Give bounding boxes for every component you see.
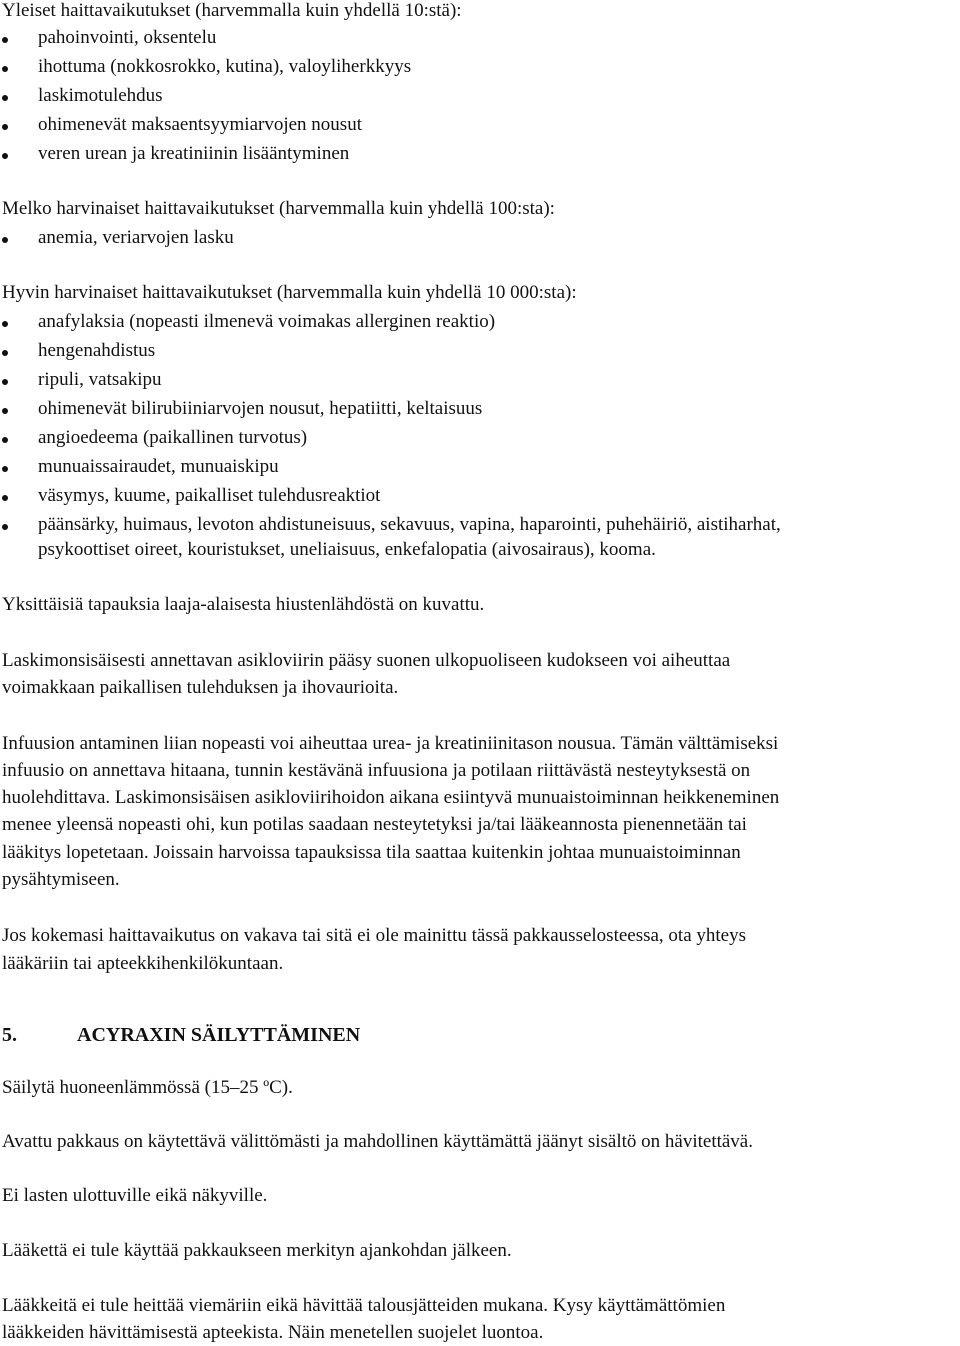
list-item: laskimotulehdus <box>38 85 163 106</box>
paragraph-line: pysähtymiseen. <box>2 869 120 890</box>
opened-pack-instruction: Avattu pakkaus on käytettävä välittömästi ja mahdollinen käyttämättä jäänyt sisältö on hävitettävä. <box>2 1131 753 1152</box>
list-item: anafylaksia (nopeasti ilmenevä voimakas allerginen reaktio) <box>38 311 496 332</box>
bullet-icon <box>2 350 8 356</box>
bullet-icon <box>2 37 8 43</box>
storage-temperature: Säilytä huoneenlämmössä (15–25 ºC). <box>2 1077 293 1098</box>
bullet-icon <box>2 153 8 159</box>
list-item: ripuli, vatsakipu <box>38 369 162 390</box>
uncommon-effects-heading: Melko harvinaiset haittavaikutukset (harvemmalla kuin yhdellä 100:sta): <box>2 198 555 219</box>
list-item: angioedeema (paikallinen turvotus) <box>38 427 308 448</box>
list-item: hengenahdistus <box>38 340 156 361</box>
paragraph-line: lääkäriin tai apteekkihenkilökuntaan. <box>2 953 284 974</box>
bullet-icon <box>2 495 8 501</box>
paragraph-line: voimakkaan paikallisen tulehduksen ja ihovaurioita. <box>2 677 399 698</box>
paragraph-line: huolehdittava. Laskimonsisäisen asikloviirihoidon aikana esiintyvä munuaistoiminnan heikkeneminen <box>2 787 780 808</box>
bullet-icon <box>2 379 8 385</box>
paragraph-line: Infuusion antaminen liian nopeasti voi aiheuttaa urea- ja kreatiniinitason nousua. Tämän välttämiseksi <box>2 733 779 754</box>
hair-loss-paragraph: Yksittäisiä tapauksia laaja-alaisesta hiustenlähdöstä on kuvattu. <box>2 594 485 615</box>
paragraph-line: menee yleensä nopeasti ohi, kun potilas saadaan nesteytetyksi ja/tai lääkeannosta pienennetään tai <box>2 814 747 835</box>
list-item: väsymys, kuume, paikalliset tulehdusreaktiot <box>38 485 381 506</box>
list-item: anemia, veriarvojen lasku <box>38 227 234 248</box>
paragraph-line: Laskimonsisäisesti annettavan asikloviirin pääsy suonen ulkopuoliseen kudokseen voi aiheuttaa <box>2 650 731 671</box>
common-effects-heading: Yleiset haittavaikutukset (harvemmalla kuin yhdellä 10:stä): <box>2 0 462 21</box>
bullet-icon <box>2 124 8 130</box>
bullet-icon <box>2 237 8 243</box>
paragraph-line: lääkkeiden hävittämisestä apteekista. Näin menetellen suojelet luontoa. <box>2 1322 544 1343</box>
paragraph-line: infuusio on annettava hitaana, tunnin kestävänä infuusiona ja potilaan riittävästä nesteytyksestä on <box>2 760 751 781</box>
bullet-icon <box>2 66 8 72</box>
bullet-icon <box>2 321 8 327</box>
list-item: munuaissairaudet, munuaiskipu <box>38 456 279 477</box>
children-warning: Ei lasten ulottuville eikä näkyville. <box>2 1185 268 1206</box>
bullet-icon <box>2 437 8 443</box>
section-title: ACYRAXIN SÄILYTTÄMINEN <box>77 1024 361 1046</box>
very-rare-effects-heading: Hyvin harvinaiset haittavaikutukset (harvemmalla kuin yhdellä 10 000:sta): <box>2 282 577 303</box>
list-item: pahoinvointi, oksentelu <box>38 27 217 48</box>
section-number: 5. <box>2 1024 17 1046</box>
paragraph-line: lääkitys lopetetaan. Joissain harvoissa tapauksissa tila saattaa kuitenkin johtaa munuaistoiminnan <box>2 842 741 863</box>
bullet-icon <box>2 466 8 472</box>
paragraph-line: Lääkkeitä ei tule heittää viemäriin eikä hävittää talousjätteiden mukana. Kysy käyttämättömien <box>2 1295 726 1316</box>
list-item-continuation: psykoottiset oireet, kouristukset, uneliaisuus, enkefalopatia (aivosairaus), kooma. <box>38 539 656 560</box>
list-item: ohimenevät bilirubiiniarvojen nousut, hepatiitti, keltaisuus <box>38 398 483 419</box>
list-item: päänsärky, huimaus, levoton ahdistuneisuus, sekavuus, vapina, haparointi, puhehäiriö, aistiharhat, <box>38 514 781 535</box>
bullet-icon <box>2 95 8 101</box>
paragraph-line: Jos kokemasi haittavaikutus on vakava tai sitä ei ole mainittu tässä pakkausselosteessa, ota yhteys <box>2 925 746 946</box>
expiry-instruction: Lääkettä ei tule käyttää pakkaukseen merkityn ajankohdan jälkeen. <box>2 1240 512 1261</box>
list-item: ohimenevät maksaentsyymiarvojen nousut <box>38 114 362 135</box>
bullet-icon <box>2 408 8 414</box>
list-item: veren urean ja kreatiniinin lisääntyminen <box>38 143 350 164</box>
list-item: ihottuma (nokkosrokko, kutina), valoyliherkkyys <box>38 56 412 77</box>
bullet-icon <box>2 524 8 530</box>
